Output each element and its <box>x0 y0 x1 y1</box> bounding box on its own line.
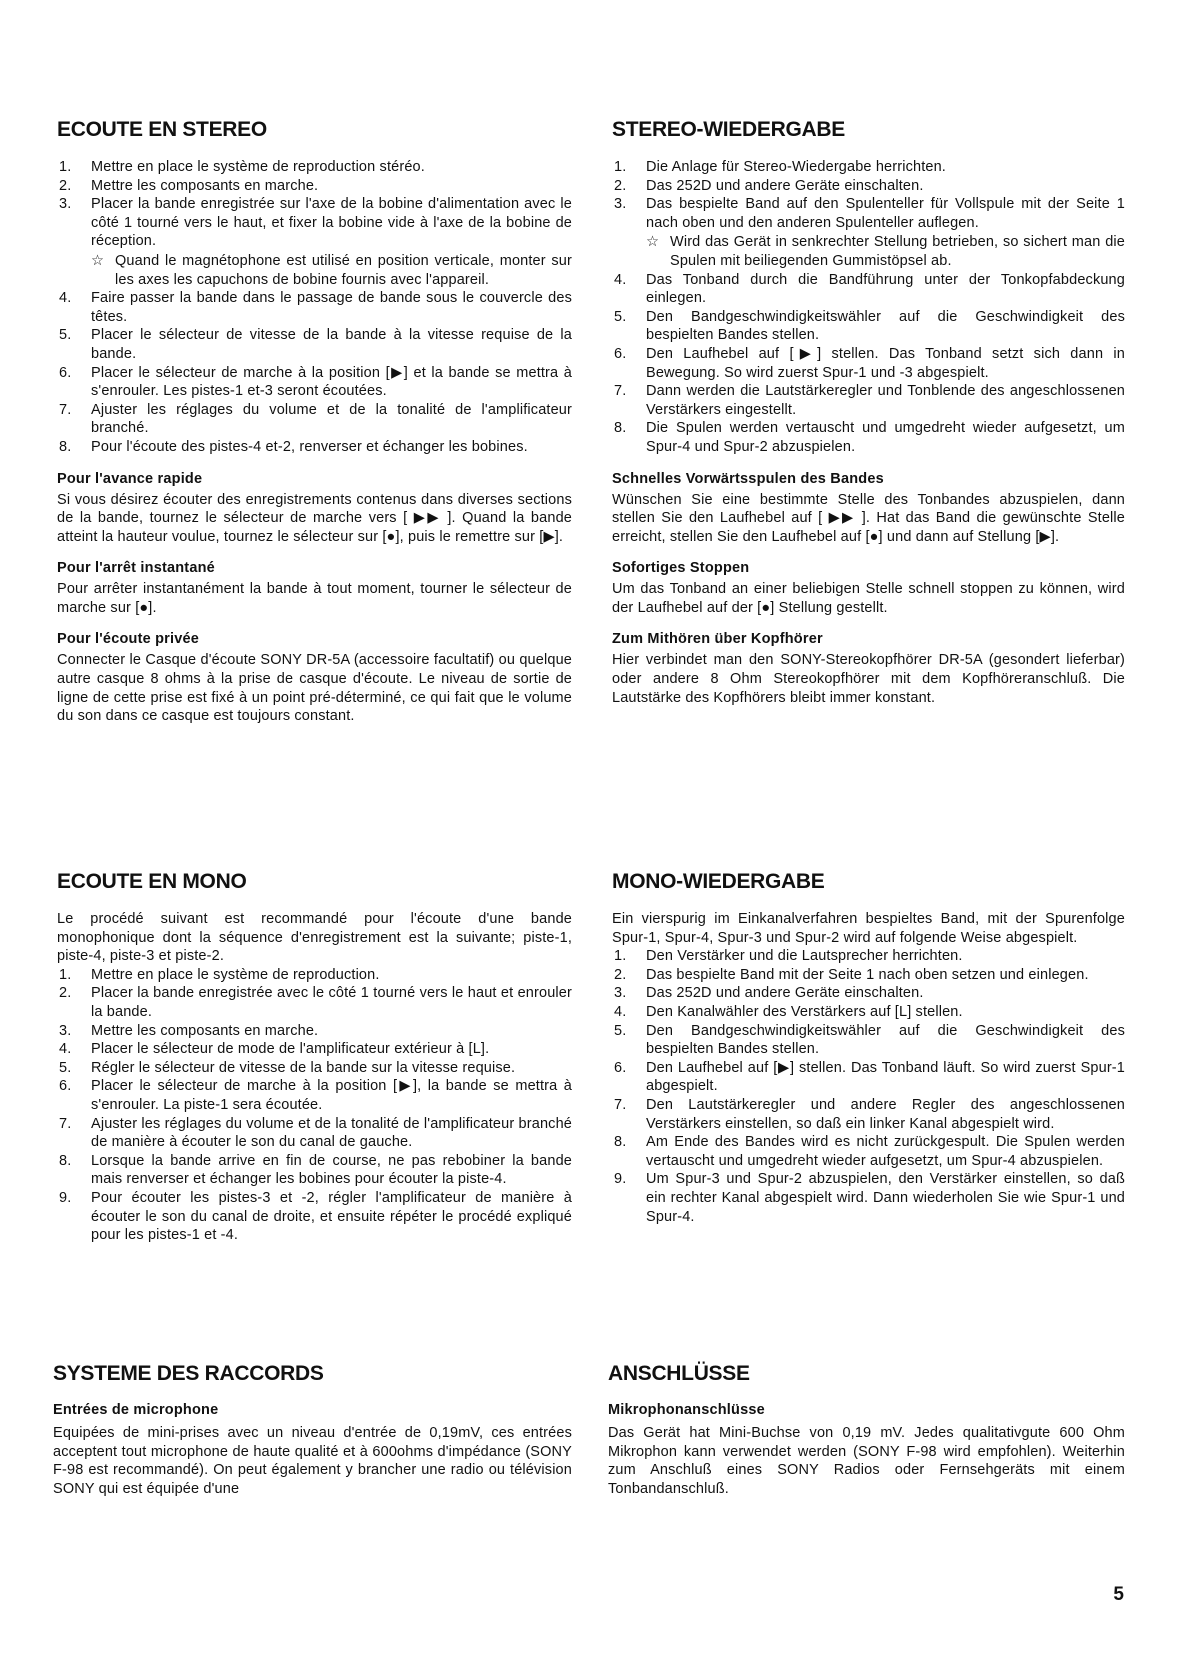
step-item <box>57 195 572 289</box>
step-text: Mettre en place le système de reproduction. <box>91 966 380 983</box>
step-number: 1. <box>59 159 72 175</box>
step-text: Den Laufhebel auf [▶] stellen. Das Tonband läuft. So wird zuerst Spur-1 abgespielt. <box>646 1059 1125 1095</box>
step-number: 2. <box>59 177 72 194</box>
step-text: Mettre en place le système de reproduction stéréo. <box>91 159 425 175</box>
step-text: Das Tonband durch die Bandführung unter der Tonkopfabdeckung einlegen. <box>646 271 1125 307</box>
steps-list <box>57 158 572 457</box>
step-item <box>57 1040 572 1059</box>
step-item <box>57 1022 572 1041</box>
stereo-de-column <box>612 118 1125 707</box>
step-number: 4. <box>614 271 627 288</box>
page-number: 5 <box>1113 1584 1124 1605</box>
step-text: Den Bandgeschwindigkeitswähler auf die Geschwindigkeit des bespielten Bandes stellen. <box>646 308 1125 344</box>
step-number: 6. <box>614 1059 627 1076</box>
step-text: Das 252D und andere Geräte einschalten. <box>646 985 924 1002</box>
step-text: Pour écouter les pistes-3 et -2, régler l'amplificateur de manière à écouter le son du canal de droite, et ensuite répéter le procédé expliqué pour les pistes-1 et -4. <box>91 1189 572 1244</box>
step-item <box>612 1022 1125 1059</box>
step-item <box>612 345 1125 382</box>
step-item <box>57 289 572 326</box>
body-text: Equipées de mini-prises avec un niveau d'entrée de 0,19mV, ces entrées acceptent tout microphone de haute qualité et à 600ohms d'impédance (SONY F-98 est recommandé). On peut également y brancher une radio ou télévision SONY qui est équipée d'une <box>53 1425 572 1497</box>
step-item <box>612 419 1125 456</box>
step-item <box>612 1170 1125 1226</box>
step-text: Den Verstärker und die Lautsprecher herrichten. <box>646 948 963 965</box>
subsection-text: Pour arrêter instantanément la bande à tout moment, tourner le sélecteur de marche sur [●]. <box>57 581 572 616</box>
subsection-text: Wünschen Sie eine bestimmte Stelle des Tonbandes abzuspielen, dann stellen Sie den Laufhebel auf [ ▶▶ ]. Hat das Band die gewünschte Stelle erreicht, stellen Sie den Laufhebel auf [●] und dann auf Stellung [▶]. <box>612 491 1125 545</box>
note-text: Wird das Gerät in senkrechter Stellung betrieben, so sichert man die Spulen mit beiliegenden Gummistöpsel ab. <box>670 234 1125 269</box>
step-item <box>612 158 1125 177</box>
step-number: 5. <box>59 1059 72 1076</box>
subsection-text: Connecter le Casque d'écoute SONY DR-5A (accessoire facultatif) ou quelque autre casque 8 ohms à la prise de casque d'écoute. Le niveau de sortie de ligne de cette prise est fixé à un point pré-déterminé, ce qui fait que le volume du son dans ce casque est toujours constant. <box>57 652 572 725</box>
star-icon: ☆ <box>91 252 105 269</box>
step-text: Das 252D und andere Geräte einschalten. <box>646 177 924 194</box>
step-number: 6. <box>59 364 72 381</box>
note-text: Quand le magnétophone est utilisé en position verticale, monter sur les axes les capuchons de bobine fournis avec l'appareil. <box>115 252 572 288</box>
step-text: Placer la bande enregistrée avec le côté 1 tourné vers le haut et enrouler la bande. <box>91 985 572 1020</box>
step-text: Mettre les composants en marche. <box>91 1022 319 1039</box>
subsection-title: Sofortiges Stoppen <box>612 560 750 577</box>
step-text: Placer le sélecteur de mode de l'amplificateur extérieur à [L]. <box>91 1041 490 1058</box>
step-item <box>612 382 1125 419</box>
step-number: 3. <box>614 196 627 213</box>
step-note <box>646 233 1125 270</box>
step-number: 7. <box>614 383 627 400</box>
step-item <box>57 401 572 438</box>
step-number: 3. <box>614 985 627 1002</box>
section-title: ECOUTE EN MONO <box>57 870 247 893</box>
step-number: 5. <box>614 1022 627 1039</box>
step-number: 7. <box>59 401 72 418</box>
step-item <box>612 195 1125 270</box>
subsection-title: Pour l'écoute privée <box>57 631 200 648</box>
section-title: STEREO-WIEDERGABE <box>612 118 845 141</box>
step-item <box>57 177 572 196</box>
step-number: 9. <box>614 1171 627 1188</box>
section-title: MONO-WIEDERGABE <box>612 870 825 893</box>
step-text: Das bespielte Band auf den Spulenteller für Vollspule mit der Seite 1 nach oben und den anderen Spulenteller auflegen. <box>646 196 1125 231</box>
step-text: Placer le sélecteur de marche à la position [▶] et la bande se mettra à s'enrouler. Les pistes-1 et-3 seront écoutées. <box>91 364 572 400</box>
subsection-title: Entrées de microphone <box>53 1402 219 1418</box>
step-number: 8. <box>59 438 72 455</box>
step-item <box>612 1096 1125 1133</box>
step-item <box>612 308 1125 345</box>
step-item <box>612 177 1125 196</box>
step-text: Dann werden die Lautstärkeregler und Tonblende des angeschlossenen Verstärkers eingestellt. <box>646 383 1125 418</box>
step-number: 4. <box>614 1003 627 1020</box>
subsection-text: Um das Tonband an einer beliebigen Stelle schnell stoppen zu können, wird der Laufhebel auf der [●] Stellung gestellt. <box>612 581 1125 616</box>
step-text: Faire passer la bande dans le passage de bande sous le couvercle des têtes. <box>91 290 572 325</box>
subsection-title: Pour l'avance rapide <box>57 470 203 487</box>
step-number: 1. <box>59 966 72 983</box>
step-item <box>612 271 1125 308</box>
step-number: 2. <box>614 177 627 194</box>
step-text: Ajuster les réglages du volume et de la tonalité de l'amplificateur branché de manière à écouter le son du canal de gauche. <box>91 1115 572 1151</box>
subsection-title: Pour l'arrêt instantané <box>57 560 215 577</box>
step-number: 2. <box>59 985 72 1002</box>
step-text: Den Laufhebel auf [▶] stellen. Das Tonband setzt sich dann in Bewegung. So wird zuerst Spur-1 und -3 abgespielt. <box>646 345 1125 381</box>
step-item <box>612 947 1125 966</box>
step-text: Mettre les composants en marche. <box>91 177 319 194</box>
step-number: 8. <box>59 1152 72 1169</box>
step-number: 5. <box>614 308 627 325</box>
stereo-fr-column <box>57 118 572 726</box>
step-number: 8. <box>614 420 627 437</box>
step-text: Den Lautstärkeregler und andere Regler des angeschlossenen Verstärkers einstellen, so daß ein linker Kanal abgespielt wird. <box>646 1096 1125 1132</box>
step-text: Den Bandgeschwindigkeitswähler auf die Geschwindigkeit des bespielten Bandes stellen. <box>646 1022 1125 1058</box>
step-number: 3. <box>59 196 72 213</box>
step-text: Placer le sélecteur de marche à la position [▶], la bande se mettra à s'enrouler. La piste-1 sera écoutée. <box>91 1078 572 1113</box>
step-item <box>612 1133 1125 1170</box>
steps-list <box>612 947 1125 1226</box>
step-text: Die Spulen werden vertauscht und umgedreht wieder aufgesetzt, um Spur-4 und Spur-2 abzuspielen. <box>646 420 1125 455</box>
step-number: 1. <box>614 159 627 175</box>
step-item <box>57 438 572 457</box>
subsection-text: Si vous désirez écouter des enregistrements contenus dans diverses sections de la bande, tournez le sélecteur de marche vers [ ▶▶ ]. Quand la bande atteint la hauteur voulue, tournez le sélecteur sur [●], puis le remettre sur [▶]. <box>57 491 572 545</box>
step-item <box>57 1152 572 1189</box>
step-number: 4. <box>59 1041 72 1058</box>
step-text: Régler le sélecteur de vitesse de la bande sur la vitesse requise. <box>91 1059 516 1076</box>
body-text: Das Gerät hat Mini-Buchse von 0,19 mV. Jedes qualitativgute 600 Ohm Mikrophon kann verwendet werden (SONY F-98 wird empfohlen). Weiterhin zum Anschluß eines SONY Radios oder Fernsehgeräts mit einem Tonbandanschluß. <box>608 1425 1125 1497</box>
step-text: Das bespielte Band mit der Seite 1 nach oben setzen und einlegen. <box>646 966 1089 983</box>
step-note <box>91 252 572 289</box>
step-item <box>57 1115 572 1152</box>
step-item <box>57 158 572 177</box>
step-number: 7. <box>59 1115 72 1132</box>
steps-list <box>612 158 1125 457</box>
step-item <box>57 1189 572 1245</box>
subsection-title: Mikrophonanschlüsse <box>608 1402 765 1418</box>
step-text: Placer la bande enregistrée sur l'axe de la bobine d'alimentation avec le côté 1 tourné vers le haut, et fixer la bobine vide à l'axe de la bobine de réception. <box>91 196 572 250</box>
step-number: 5. <box>59 327 72 344</box>
step-item <box>612 1003 1125 1022</box>
step-item <box>57 966 572 985</box>
step-item <box>612 984 1125 1003</box>
intro-text: Ein vierspurig im Einkanalverfahren bespieltes Band, mit der Spurenfolge Spur-1, Spur-4, Spur-3 und Spur-2 wird auf folgende Weise abgespielt. <box>612 911 1125 946</box>
section-title: ANSCHLÜSSE <box>608 1362 750 1385</box>
section-title: SYSTEME DES RACCORDS <box>53 1362 324 1385</box>
step-item <box>57 1059 572 1078</box>
step-number: 6. <box>614 345 627 362</box>
step-item <box>612 1059 1125 1096</box>
step-item <box>57 364 572 401</box>
mono-fr-column <box>57 870 572 1245</box>
step-number: 9. <box>59 1189 72 1206</box>
step-number: 8. <box>614 1134 627 1151</box>
step-number: 4. <box>59 290 72 307</box>
subsection-title: Schnelles Vorwärtsspulen des Bandes <box>612 470 884 487</box>
step-item <box>612 966 1125 985</box>
step-text: Die Anlage für Stereo-Wiedergabe herrichten. <box>646 159 946 175</box>
subsection-title: Zum Mithören über Kopfhörer <box>612 631 823 648</box>
section-title: ECOUTE EN STEREO <box>57 118 267 141</box>
step-number: 6. <box>59 1078 72 1095</box>
step-text: Ajuster les réglages du volume et de la tonalité de l'amplificateur branché. <box>91 401 572 437</box>
step-item <box>57 326 572 363</box>
step-item <box>57 1077 572 1114</box>
step-text: Placer le sélecteur de vitesse de la bande à la vitesse requise de la bande. <box>91 327 572 362</box>
intro-text: Le procédé suivant est recommandé pour l'écoute d'une bande monophonique dont la séquence d'enregistrement est la suivante; piste-1, piste-4, piste-3 et piste-2. <box>57 911 572 965</box>
step-number: 3. <box>59 1022 72 1039</box>
step-number: 2. <box>614 966 627 983</box>
step-text: Pour l'écoute des pistes-4 et-2, renverser et échanger les bobines. <box>91 438 528 455</box>
subsection-text: Hier verbindet man den SONY-Stereokopfhörer DR-5A (gesondert lieferbar) oder andere 8 Ohm Stereokopfhörer mit dem Kopfhöreranschluß. Die Lautstärke des Kopfhörers bleibt immer konstant. <box>612 652 1125 706</box>
step-text: Den Kanalwähler des Verstärkers auf [L] stellen. <box>646 1003 963 1020</box>
step-text: Um Spur-3 und Spur-2 abzuspielen, den Verstärker einstellen, so daß ein rechter Kanal abgespielt wird. Dann wiederholen Sie wie Spur-1 und Spur-4. <box>646 1171 1125 1225</box>
steps-list <box>57 966 572 1245</box>
step-number: 7. <box>614 1096 627 1113</box>
step-item <box>57 984 572 1021</box>
raccords-column <box>53 1362 572 1498</box>
anschluesse-column <box>608 1362 1125 1498</box>
mono-de-column <box>612 870 1125 1226</box>
star-icon: ☆ <box>646 234 660 251</box>
step-text: Am Ende des Bandes wird es nicht zurückgespult. Die Spulen werden vertauscht und umgedreht wieder aufgesetzt, um Spur-4 abzuspielen. <box>646 1134 1125 1169</box>
step-text: Lorsque la bande arrive en fin de course, ne pas rebobiner la bande mais renverser et échanger les bobines pour écouter la piste-4. <box>91 1152 572 1188</box>
step-number: 1. <box>614 948 627 965</box>
